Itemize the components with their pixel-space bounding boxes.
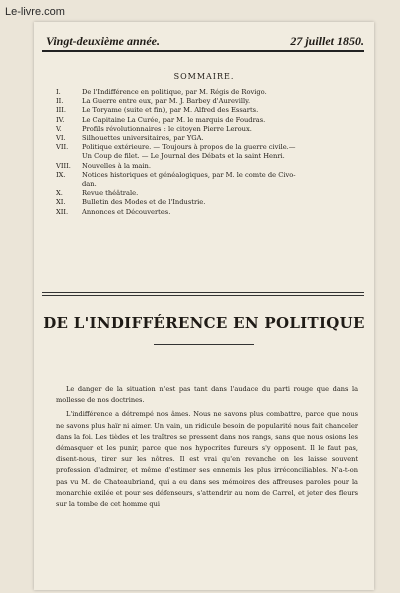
toc-text: Le Toryame (suite et fin), par M. Alfred des Essarts. bbox=[82, 106, 259, 115]
toc-number: IV. bbox=[56, 115, 65, 124]
toc-number: I. bbox=[56, 88, 61, 96]
toc-text: La Guerre entre eux, par M. J. Barbey d'Aurevilly. bbox=[82, 97, 251, 106]
header bbox=[42, 32, 364, 52]
toc-item bbox=[56, 134, 356, 143]
sommaire-title: SOMMAIRE. bbox=[173, 72, 235, 81]
toc-number: V. bbox=[56, 124, 62, 133]
toc-item bbox=[56, 106, 356, 115]
toc-continuation: dan. bbox=[82, 180, 97, 189]
toc-text: De l'Indifférence en politique, par M. Régis de Rovigo. bbox=[82, 88, 267, 96]
toc-item bbox=[56, 97, 356, 106]
toc-text: Le Capitaine La Curée, par M. le marquis de Foudras. bbox=[82, 115, 266, 124]
divider bbox=[42, 292, 364, 293]
divider bbox=[42, 295, 364, 296]
article-title: DE L'INDIFFÉRENCE EN POLITIQUE bbox=[43, 314, 365, 332]
toc-number: VIII. bbox=[56, 161, 71, 170]
toc-text: Profils révolutionnaires : le citoyen Pierre Leroux. bbox=[82, 124, 252, 133]
title-divider bbox=[154, 344, 254, 345]
toc-text: Notices historiques et généalogiques, par M. le comte de Civo- bbox=[82, 170, 296, 179]
toc-number: III. bbox=[56, 106, 67, 115]
toc-number: VII. bbox=[56, 143, 69, 152]
toc-item bbox=[56, 125, 356, 134]
toc-item bbox=[56, 189, 356, 198]
header-date: 27 juillet 1850. bbox=[290, 34, 364, 48]
toc-number: XII. bbox=[56, 207, 69, 216]
toc-number: II. bbox=[56, 97, 64, 106]
toc-item bbox=[56, 143, 356, 152]
toc-item bbox=[56, 116, 356, 125]
toc-item bbox=[56, 88, 356, 97]
toc-continuation: Un Coup de filet. — Le Journal des Débats et la saint Henri. bbox=[82, 152, 285, 161]
toc-text: Revue théâtrale. bbox=[82, 189, 139, 198]
paragraph: L'indifférence a détrempé nos âmes. Nous ne savons plus combattre, parce que nous ne savons plus haïr ni aimer. Un vain, un ridicule besoin de popularité nous fait chanceler dans la foi. Les tièdes et les traîtres se pressent dans nos rangs, sans que nous osions les démasquer et les punir, parce que nos hypocrites fureurs s'y opposent. Il le faut pas, disent-nous, tirer sur les nôtres. Il est vrai qu'en revanche on les laisse souvent profession d'admirer, et même d'estimer ses ennemis les plus irréconciliables. N'a-t-on pas vu M. de Chateaubriand, qui a eu dans ses mémoires des affreuses paroles pour la monarchie exilée et pour ses défenseurs, s'attendrir au nom de Carrel, et jeter des fleurs sur la tombe de cet homme qui bbox=[56, 410, 358, 509]
document-page bbox=[34, 22, 374, 590]
watermark: Le-livre.com bbox=[5, 6, 65, 18]
toc-text: Silhouettes universitaires, par YGA. bbox=[82, 134, 204, 143]
toc-number: IX. bbox=[56, 170, 66, 179]
toc-item bbox=[56, 162, 356, 171]
article-body bbox=[56, 384, 358, 513]
toc-text: Bulletin des Modes et de l'Industrie. bbox=[82, 198, 206, 207]
toc-text: Nouvelles à la main. bbox=[82, 161, 151, 170]
paragraph: Le danger de la situation n'est pas tant dans l'audace du parti rouge que dans la mollesse de nos doctrines. bbox=[56, 385, 358, 405]
toc-number: X. bbox=[56, 189, 63, 198]
toc-item bbox=[56, 208, 356, 217]
toc-number: XI. bbox=[56, 198, 66, 207]
toc-text: Annonces et Découvertes. bbox=[82, 207, 171, 216]
header-year: Vingt-deuxième année. bbox=[46, 34, 160, 48]
toc-text: Politique extérieure. — Toujours à propos de la guerre civile.— bbox=[82, 143, 296, 152]
toc-item bbox=[56, 171, 356, 180]
toc-number: VI. bbox=[56, 134, 66, 143]
table-of-contents bbox=[56, 88, 356, 217]
toc-item bbox=[56, 198, 356, 207]
